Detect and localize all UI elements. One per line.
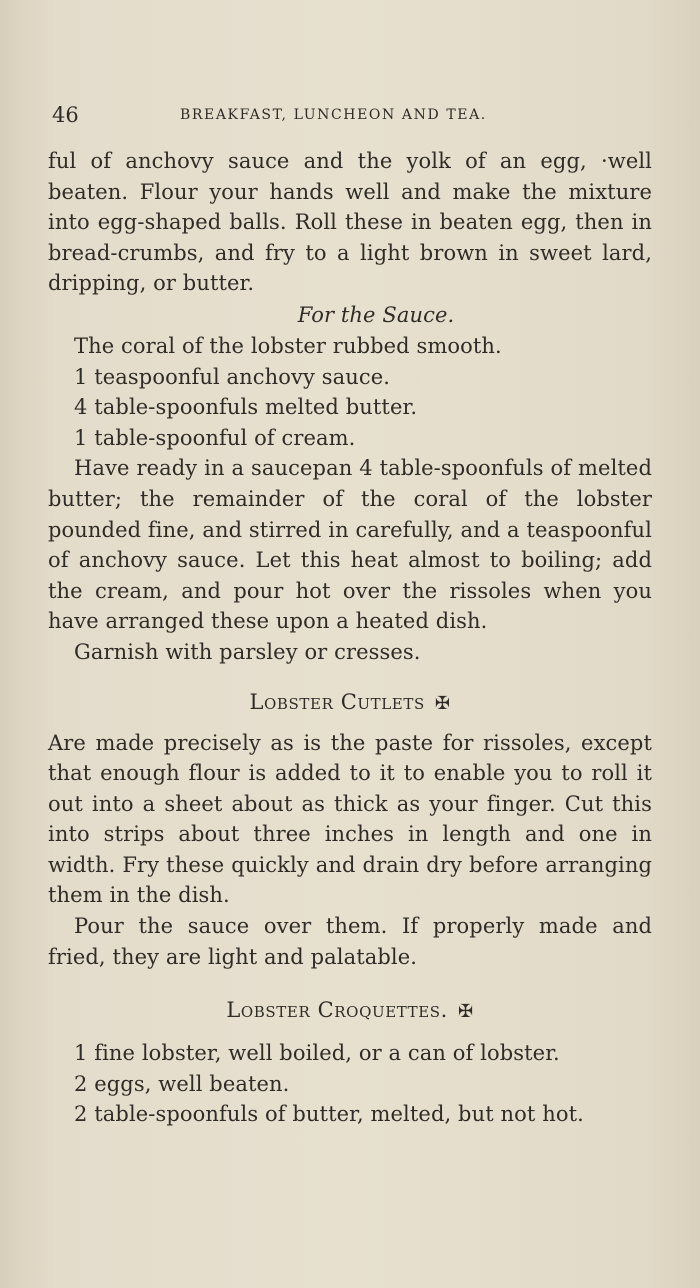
cutlets-paragraph-1: Are made precisely as is the paste for rissoles, except that enough flour is added to it to enable you to roll it out into a sheet about as thick as your finger. Cut this into strips about three inches in length and one in width. Fry these quickly and drain dry before arranging them in the dish.: [48, 730, 652, 908]
sauce-ingredient-2: 1 teaspoonful anchovy sauce.: [74, 364, 391, 389]
garnish-paragraph: Garnish with parsley or cresses.: [74, 639, 421, 664]
croquettes-ingredient-2: 2 eggs, well beaten.: [74, 1071, 290, 1096]
page-header: [52, 102, 652, 130]
sauce-ingredient-1: The coral of the lobster rubbed smooth.: [74, 333, 502, 358]
page-number: 46: [52, 103, 79, 127]
croquettes-ingredient-3: 2 table-spoonfuls of butter, melted, but not hot.: [74, 1102, 584, 1127]
croquettes-ingredients: [48, 1038, 652, 1130]
cross-ornament-icon: ✠: [434, 692, 451, 714]
sauce-method-paragraph: Have ready in a saucepan 4 table-spoonfuls of melted butter; the remainder of the coral of the lobster pounded fine, and stirred in carefully, and a teaspoonful of anchovy sauce. Let this heat almost to boiling; add the cream, and pour hot over the rissoles when you have arranged these upon a heated dish.: [48, 456, 652, 634]
running-head: BREAKFAST, LUNCHEON AND TEA.: [180, 107, 487, 123]
cross-ornament-icon: ✠: [457, 1001, 474, 1023]
cutlets-paragraph-2: Pour the sauce over them. If properly made and fried, they are light and palatable.: [48, 914, 652, 969]
croquettes-heading: [48, 996, 652, 1026]
opening-paragraph: ful of anchovy sauce and the yolk of an egg, ·well beaten. Flour your hands well and make the mixture into egg-shaped balls. Roll these in beaten egg, then in bread-crumbs, and fry to a light brown in sweet lard, dripping, or butter.: [48, 149, 652, 296]
sauce-ingredient-3: 4 table-spoonfuls melted butter.: [74, 395, 418, 420]
croquettes-heading-text: Lobster Croquettes.: [226, 998, 448, 1023]
cutlets-heading: [48, 688, 652, 718]
page-content: [48, 146, 652, 1130]
cutlets-heading-text: Lobster Cutlets: [249, 689, 425, 714]
sauce-ingredient-4: 1 table-spoonful of cream.: [74, 425, 356, 450]
croquettes-ingredient-1: 1 fine lobster, well boiled, or a can of lobster.: [74, 1041, 560, 1066]
sauce-subheading: For the Sauce.: [297, 302, 455, 327]
